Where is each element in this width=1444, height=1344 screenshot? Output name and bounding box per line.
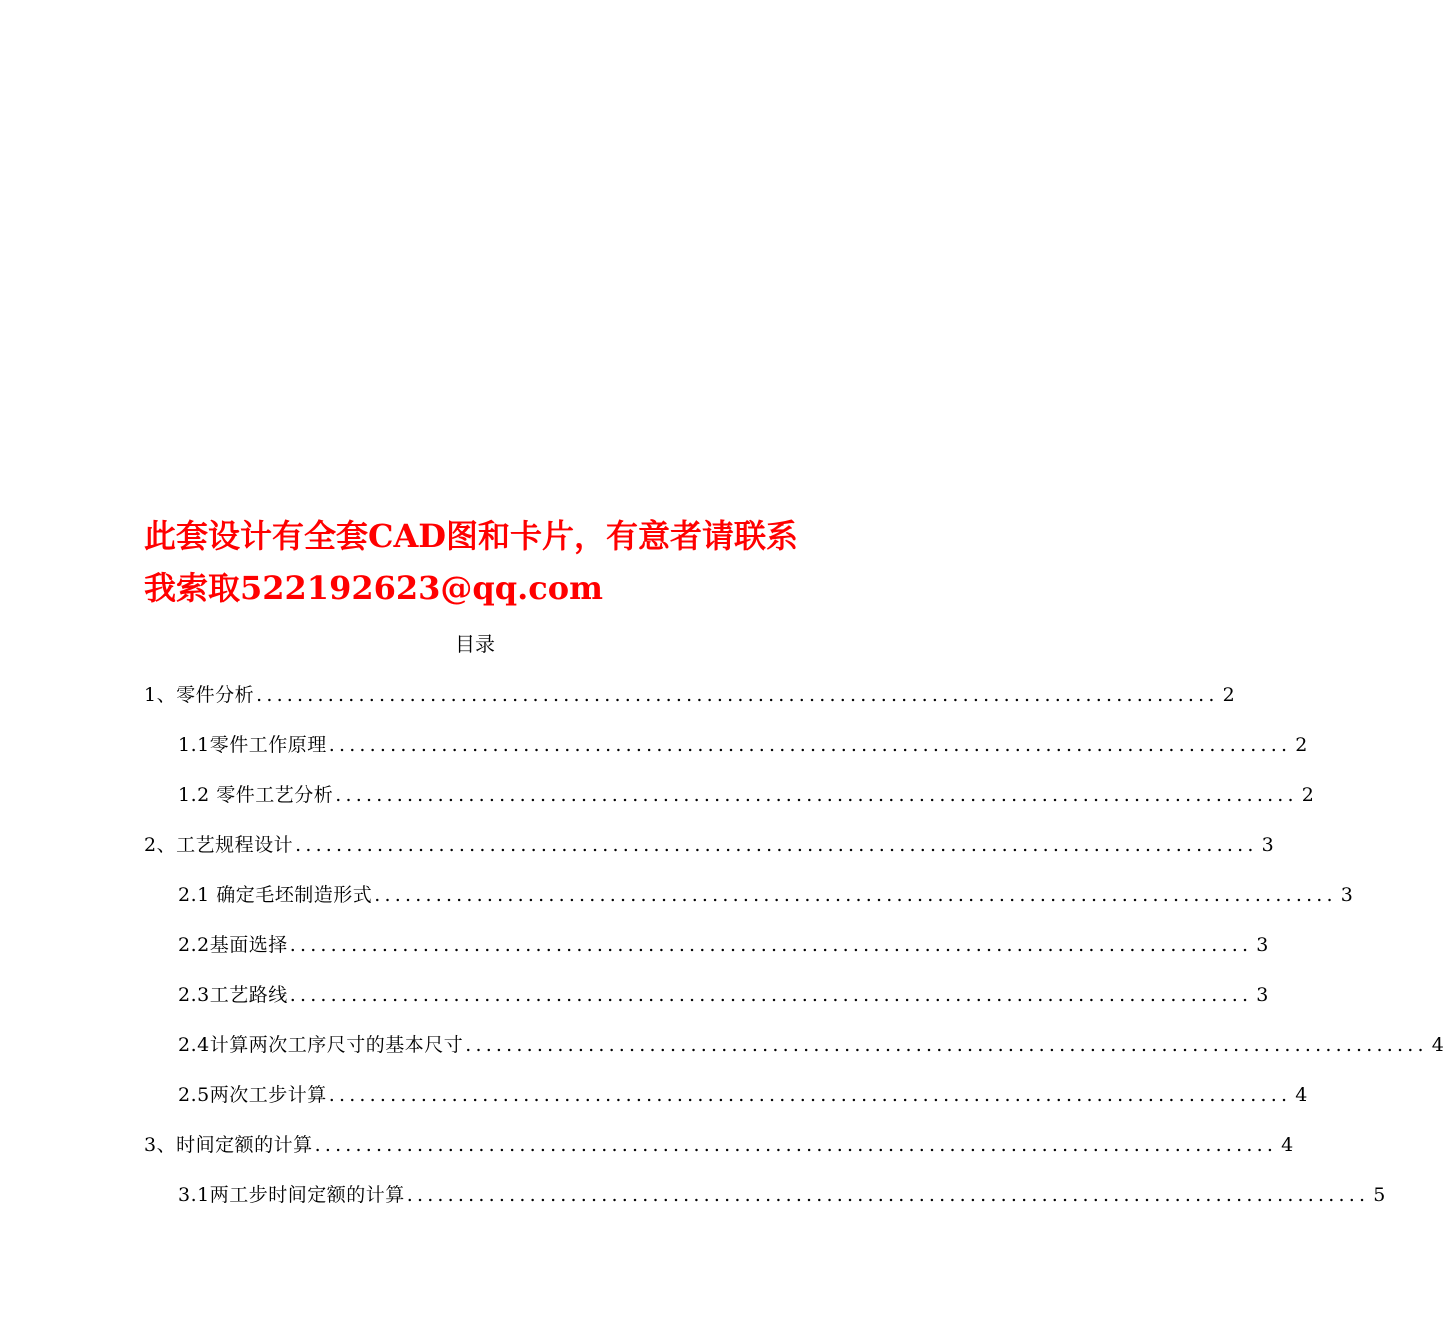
toc-entry-label: 3、时间定额的计算 — [144, 1134, 313, 1156]
toc-entry[interactable] — [178, 880, 1353, 910]
toc-entry-page: 4 — [1431, 1034, 1444, 1056]
toc-entry[interactable] — [178, 980, 1269, 1010]
toc-entry-page: 4 — [1295, 1084, 1308, 1106]
toc-dot-leader: .............................................................................................. — [328, 734, 1292, 756]
notice-line-1: 此套设计有全套CAD图和卡片，有意者请联系 — [144, 517, 799, 555]
toc-entry-page: 3 — [1261, 834, 1274, 856]
toc-entry[interactable] — [178, 730, 1308, 760]
toc-title: 目录 — [455, 632, 495, 656]
toc-dot-leader: .............................................................................................. — [374, 884, 1337, 906]
toc-entry-label: 1、零件分析 — [144, 684, 255, 706]
toc-dot-leader: .............................................................................................. — [465, 1034, 1428, 1056]
toc-dot-leader: .............................................................................................. — [328, 1084, 1292, 1106]
toc-entry-page: 5 — [1373, 1184, 1386, 1206]
toc-entry-label: 3.1两工步时间定额的计算 — [178, 1184, 405, 1206]
toc-entry-page: 3 — [1256, 934, 1269, 956]
toc-entry-label: 2、工艺规程设计 — [144, 834, 294, 856]
toc-entry[interactable] — [178, 1080, 1308, 1110]
toc-entry-label: 2.1 确定毛坯制造形式 — [178, 884, 373, 906]
toc-entry-label: 1.1零件工作原理 — [178, 734, 327, 756]
toc-dot-leader: .............................................................................................. — [406, 1184, 1370, 1206]
toc-entry[interactable] — [144, 830, 1274, 860]
toc-dot-leader: .............................................................................................. — [295, 834, 1258, 856]
toc-entry[interactable] — [144, 680, 1235, 710]
toc-dot-leader: .............................................................................................. — [256, 684, 1219, 706]
toc-dot-leader: .............................................................................................. — [289, 934, 1253, 956]
toc-entry-label: 2.3工艺路线 — [178, 984, 288, 1006]
toc-entry-label: 2.2基面选择 — [178, 934, 288, 956]
toc-entry-page: 2 — [1222, 684, 1235, 706]
toc-dot-leader: .............................................................................................. — [314, 1134, 1278, 1156]
toc-entry-page: 3 — [1340, 884, 1353, 906]
toc-entry-page: 3 — [1256, 984, 1269, 1006]
toc-entry[interactable] — [178, 780, 1314, 810]
toc-entry[interactable] — [178, 930, 1269, 960]
toc-dot-leader: .............................................................................................. — [289, 984, 1253, 1006]
toc-entry[interactable] — [144, 1130, 1294, 1160]
toc-entry-page: 4 — [1281, 1134, 1294, 1156]
toc-entry[interactable] — [178, 1180, 1386, 1210]
toc-dot-leader: .............................................................................................. — [335, 784, 1298, 806]
toc-entry-page: 2 — [1295, 734, 1308, 756]
notice-line-2: 我索取522192623@qq.com — [144, 569, 603, 607]
contact-notice — [144, 510, 824, 614]
toc-entry-label: 2.4计算两次工序尺寸的基本尺寸 — [178, 1034, 464, 1056]
toc-entry-label: 1.2 零件工艺分析 — [178, 784, 334, 806]
toc-entry-label: 2.5两次工步计算 — [178, 1084, 327, 1106]
toc-entry[interactable] — [178, 1030, 1444, 1060]
toc-entry-page: 2 — [1301, 784, 1314, 806]
